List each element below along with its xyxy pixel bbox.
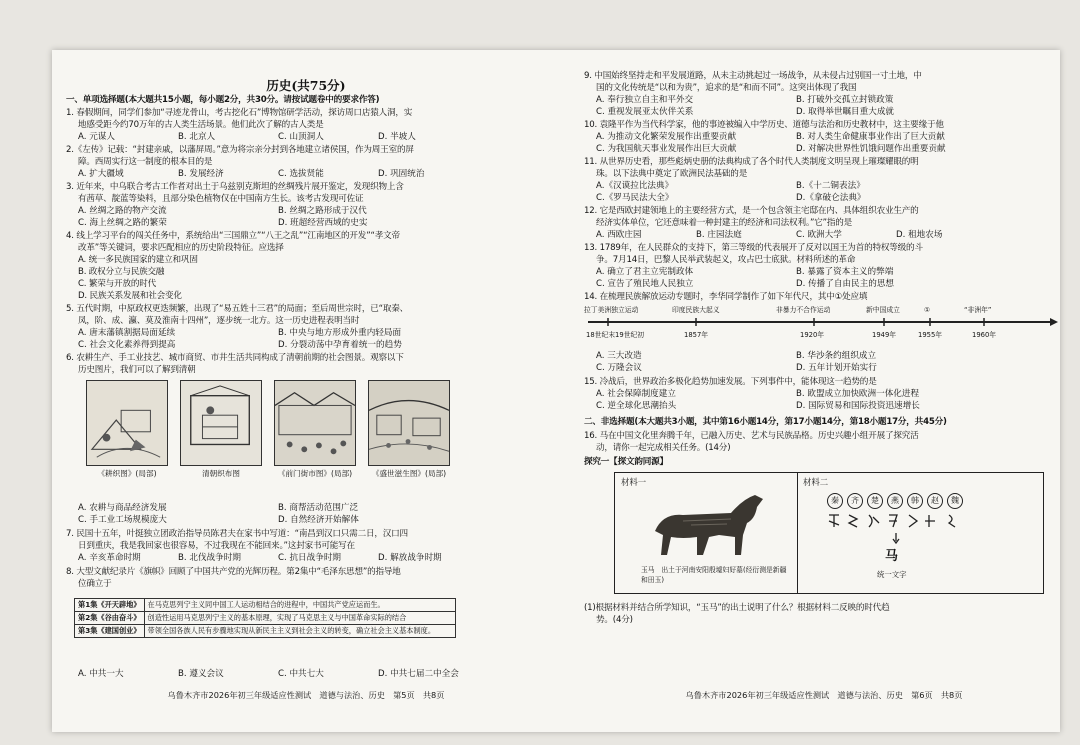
- picture-caption: 《耕织图》(局部): [97, 469, 157, 478]
- option[interactable]: D. 分裂动荡中孕育着统一的趋势: [278, 340, 402, 350]
- option[interactable]: C. 手工业工场规模庞大: [78, 515, 167, 525]
- timeline-year: 1857年: [684, 331, 709, 339]
- option[interactable]: A. 统一多民族国家的建立和巩固: [78, 255, 198, 265]
- table-cell: 第2集《谷由奋斗》: [75, 612, 145, 625]
- timeline-event: 印度民族大起义: [672, 306, 720, 314]
- table-row: [75, 599, 456, 612]
- option[interactable]: B. 北伐战争时期: [178, 553, 241, 563]
- option[interactable]: A. 为推动文化繁荣发展作出重要贡献: [596, 132, 737, 142]
- page-5: [66, 50, 546, 732]
- section-two-heading: 二、非选择题(本大题共3小题，其中第16小题14分，第17小题14分，第18小题17分，共45分): [584, 417, 947, 427]
- option[interactable]: B. 对人类生命健康事业作出了巨大贡献: [796, 132, 945, 142]
- option[interactable]: A. 扩大疆域: [78, 169, 124, 179]
- q12-line: 经济实体单位，它还意味着一种封建主的经济和司法权利。”它”指的是: [596, 218, 853, 228]
- street-market-picture: [274, 380, 356, 466]
- q4-line: 4. 线上学习平台的闯关任务中，系统给出“三国鼎立”“八王之乱”“江南地区的开发”“孝文帝: [66, 231, 400, 241]
- q1-line: 地感受距今约70万年的古人类生活场景。他们此次了解的古人类是: [78, 120, 324, 130]
- option[interactable]: B. 丝绸之路形成于汉代: [278, 206, 367, 216]
- state-character: 楚: [867, 493, 883, 509]
- state-character: 赵: [927, 493, 943, 509]
- timeline-year: 1960年: [972, 331, 997, 339]
- option[interactable]: D. 中共七届二中全会: [378, 669, 459, 679]
- option[interactable]: C. 繁荣与开放的时代: [78, 279, 157, 289]
- q9-line: 国的文化传统是“以和为贵”，追求的是“和而不同”。这突出体现了我国: [596, 83, 857, 93]
- option[interactable]: C. 海上丝绸之路的繁荣: [78, 218, 167, 228]
- option[interactable]: B. 欧盟成立加快欧洲一体化进程: [796, 389, 920, 399]
- q8-line: 8. 大型文献纪录片《旗帜》回顾了中国共产党的光辉历程。第2集中“毛泽东思想”的指导地: [66, 567, 401, 577]
- option[interactable]: C. 选拔贤能: [278, 169, 324, 179]
- prosperity-picture: [368, 380, 450, 466]
- option[interactable]: D. 对解决世界性饥饿问题作出重要贡献: [796, 144, 946, 154]
- q16-line: 16. 马在中国文化里奔腾千年，已融入历史、艺术与民族品格。历史兴趣小组开展了探究活: [584, 431, 919, 441]
- material-two-label: 材料二: [803, 477, 829, 487]
- option[interactable]: D.《拿破仑法典》: [796, 193, 866, 203]
- option[interactable]: B. 打破外交孤立封锁政策: [796, 95, 894, 105]
- material-one-label: 材料一: [621, 477, 647, 487]
- q6-line: 6. 农耕生产、手工业技艺、城市商贸、市井生活共同构成了清朝前期的社会图景。观察以下: [66, 353, 404, 363]
- option[interactable]: D. 五年计划开始实行: [796, 363, 877, 373]
- picture-caption: 《前门街市图》(局部): [277, 469, 353, 478]
- q11-line: 珠。以下法典中奠定了欧洲民法基础的是: [596, 169, 748, 179]
- jade-horse-image: [643, 491, 773, 559]
- option[interactable]: C. 重视发展亚太伙伴关系: [596, 107, 694, 117]
- option[interactable]: B. 华沙条约组织成立: [796, 351, 877, 361]
- q7-line: 7. 民国十五年，叶挺独立团政治指导员陈君夫在家书中写道：“南昌到汉口只需二日，汉口四: [66, 529, 408, 539]
- q15-line: 15. 冷战后，世界政治多极化趋势加速发展。下列事件中，能体现这一趋势的是: [584, 377, 877, 387]
- option[interactable]: C.《罗马民法大全》: [596, 193, 674, 203]
- q13-line: 争。7月14日，巴黎人民举武装起义，攻占巴士底狱。材料所述的革命: [596, 255, 856, 265]
- option[interactable]: B.《十二铜表法》: [796, 181, 865, 191]
- option[interactable]: A. 唐末藩镇割据局面延续: [78, 328, 176, 338]
- state-character: 齐: [847, 493, 863, 509]
- q5-line: 凤，阶、成、瀛、莫及淮南十四州”，逐步统一北方。这一历史进程表明当时: [78, 316, 360, 326]
- option[interactable]: B. 暴露了资本主义的弊端: [796, 267, 894, 277]
- q4-line: 改革”等关键词，要求匹配相应的历史阶段特征。应选择: [78, 243, 284, 253]
- option[interactable]: D. 国际贸易和国际投资迅速增长: [796, 401, 920, 411]
- q8-line: 位确立于: [78, 579, 112, 589]
- q7-line: 日到重庆，我是我回家也很容易，不过我现在不能回来。”这封家书可能写在: [78, 541, 355, 551]
- option[interactable]: A. 确立了君主立宪制政体: [596, 267, 694, 277]
- unified-character: 马: [885, 549, 899, 564]
- q2-line: 2.《左传》记载：“封建亲戚，以藩屏周。”意为将宗亲分封到各地建立诸侯国，作为周王室的屏: [66, 145, 414, 155]
- option[interactable]: A. 三大改造: [596, 351, 642, 361]
- option[interactable]: D. 租地农场: [896, 230, 943, 240]
- materials-box: [614, 472, 1044, 594]
- option[interactable]: B. 中央与地方形成外重内轻局面: [278, 328, 402, 338]
- section-one-heading: 一、单项选择题(本大题共15小题，每小题2分，共30分。请按试题卷中的要求作答): [66, 95, 380, 105]
- option[interactable]: B. 商帮活动范围广泛: [278, 503, 359, 513]
- timeline-year: 18世纪末19世纪初: [586, 331, 645, 339]
- materials-divider: [797, 473, 798, 593]
- timeline-event: 非暴力不合作运动: [776, 306, 831, 314]
- q3-line: 有茜草、靛蓝等染料，且部分染色植物仅在中国南方生长。该考古发现可佐证: [78, 194, 364, 204]
- page-footer: 乌鲁木齐市2026年初三年级适应性测试 道德与法治、历史 第5页 共8页: [167, 690, 445, 700]
- page-6: [584, 50, 1064, 732]
- timeline-event: “非洲年”: [964, 306, 992, 314]
- farming-weaving-picture: [86, 380, 168, 466]
- option[interactable]: C. 万隆会议: [596, 363, 642, 373]
- table-cell: 在马克思列宁主义同中国工人运动相结合的进程中，中国共产党应运而生。: [144, 599, 455, 612]
- q2-line: 障。西周实行这一制度的根本目的是: [78, 157, 213, 167]
- exam-sheet: [52, 50, 1060, 732]
- state-character: 燕: [887, 493, 903, 509]
- option[interactable]: D. 自然经济开始解体: [278, 515, 359, 525]
- material-two-caption: 统一文字: [877, 570, 907, 579]
- state-character: 秦: [827, 493, 843, 509]
- q16-1-line: 势。(4分): [596, 615, 633, 625]
- option[interactable]: B. 庄园法庭: [696, 230, 742, 240]
- option[interactable]: A. 辛亥革命时期: [78, 553, 141, 563]
- q6-line: 历史图片，我们可以了解到清朝: [78, 365, 196, 375]
- option[interactable]: D. 班超经营西域的史实: [278, 218, 368, 228]
- q16-1-line: (1)根据材料并结合所学知识，“玉马”的出土说明了什么？根据材料二反映的时代趋: [584, 603, 890, 613]
- option[interactable]: D. 传播了自由民主的思想: [796, 279, 895, 289]
- q10-line: 10. 袁隆平作为当代科学家，他的事迹被编入中学历史、道德与法治和历史教材中，这主要缘于他: [584, 120, 944, 130]
- timeline-event: ①: [924, 306, 931, 314]
- page-title: 历史(共75分): [266, 78, 346, 93]
- q14-line: 14. 在梳理民族解放运动专题时，李华同学制作了如下年代尺，其中①处应填: [584, 292, 868, 302]
- option[interactable]: A. 丝绸之路的物产交流: [78, 206, 167, 216]
- option[interactable]: C. 社会文化素养得到提高: [78, 340, 176, 350]
- table-row: [75, 625, 456, 638]
- q9-line: 9. 中国始终坚持走和平发展道路，从未主动挑起过一场战争，从未侵占过别国一寸土地，中: [584, 71, 922, 81]
- option[interactable]: A. 农耕与商品经济发展: [78, 503, 167, 513]
- page-footer: 乌鲁木齐市2026年初三年级适应性测试 道德与法治、历史 第6页 共8页: [685, 690, 963, 700]
- option[interactable]: D. 解放战争时期: [378, 553, 442, 563]
- weaving-picture: [180, 380, 262, 466]
- option[interactable]: D. 民族关系发展和社会变化: [78, 291, 182, 301]
- option[interactable]: C. 宣告了殖民地人民独立: [596, 279, 694, 289]
- option[interactable]: C. 山顶洞人: [278, 132, 324, 142]
- option[interactable]: C. 欧洲大学: [796, 230, 842, 240]
- option[interactable]: D. 取得举世瞩目重大成就: [796, 107, 895, 117]
- documentary-table: [74, 598, 456, 638]
- option[interactable]: B. 发展经济: [178, 169, 224, 179]
- timeline-year: 1920年: [800, 331, 825, 339]
- option[interactable]: B. 遵义会议: [178, 669, 224, 679]
- option[interactable]: D. 半坡人: [378, 132, 416, 142]
- table-cell: 创造性运用马克思列宁主义的基本原理，实现了马克思主义与中国革命实际的结合: [144, 612, 455, 625]
- state-character: 魏: [947, 493, 963, 509]
- option[interactable]: C. 逆全球化思潮抬头: [596, 401, 677, 411]
- q11-line: 11. 从世界历史看，那些彪炳史册的法典构成了各个时代人类制度文明呈现上璀璨耀眼的明: [584, 157, 919, 167]
- explore-heading: 探究一【探文韵同源】: [584, 457, 668, 467]
- option[interactable]: A.《汉谟拉比法典》: [596, 181, 674, 191]
- option[interactable]: D. 巩固统治: [378, 169, 425, 179]
- option[interactable]: B. 政权分立与民族交融: [78, 267, 165, 277]
- option[interactable]: A. 西欧庄园: [596, 230, 642, 240]
- state-character: 韩: [907, 493, 923, 509]
- table-cell: 第1集《开天辟地》: [75, 599, 145, 612]
- option[interactable]: A. 奉行独立自主和平外交: [596, 95, 694, 105]
- table-cell: 第3集《建国创业》: [75, 625, 145, 638]
- option[interactable]: C. 为我国航天事业发展作出巨大贡献: [596, 144, 737, 154]
- q16-line: 动，请你一起完成相关任务。(14分): [596, 443, 731, 453]
- option[interactable]: A. 社会保障制度建立: [596, 389, 676, 399]
- picture-caption: 《盛世滋生图》(局部): [371, 469, 447, 478]
- q1-line: 1. 春假期间，同学们参加“寻迹龙骨山，考古挖化石”博物馆研学活动，探访周口店猿人洞，实: [66, 108, 413, 118]
- q3-line: 3. 近年来，中乌联合考古工作者对出土于乌兹别克斯坦的丝绸残片展开鉴定，发现织物上含: [66, 182, 404, 192]
- q12-line: 12. 它是西欧封建领地上的主要经营方式，是一个包含领主宅邸在内、具体组织农业生产的: [584, 206, 919, 216]
- option[interactable]: A. 中共一大: [78, 669, 124, 679]
- picture-caption: 清朝织布图: [202, 469, 240, 478]
- q5-line: 5. 五代时期，中原政权更迭频繁，出现了“易五姓十三君”的局面；至后周世宗时，已“取秦、: [66, 304, 409, 314]
- timeline-year: 1949年: [872, 331, 897, 339]
- option[interactable]: A. 元谋人: [78, 132, 115, 142]
- timeline-year: 1955年: [918, 331, 943, 339]
- timeline-event: 新中国成立: [866, 306, 900, 314]
- table-row: [75, 612, 456, 625]
- timeline-event: 拉丁美洲独立运动: [584, 306, 639, 314]
- history-pictures: [86, 380, 456, 480]
- material-one-caption: 玉马 出土于河南安阳殷墟妇好墓(经衍测是新疆和田玉): [641, 566, 787, 584]
- option[interactable]: B. 北京人: [178, 132, 216, 142]
- table-cell: 带领全国各族人民有步骤地实现从新民主主义到社会主义的转变，确立社会主义基本制度。: [144, 625, 455, 638]
- option[interactable]: C. 抗日战争时期: [278, 553, 342, 563]
- option[interactable]: C. 中共七大: [278, 669, 324, 679]
- q13-line: 13. 1789年，在人民群众的支持下，第三等级的代表展开了反对以国王为首的特权等级的斗: [584, 243, 923, 253]
